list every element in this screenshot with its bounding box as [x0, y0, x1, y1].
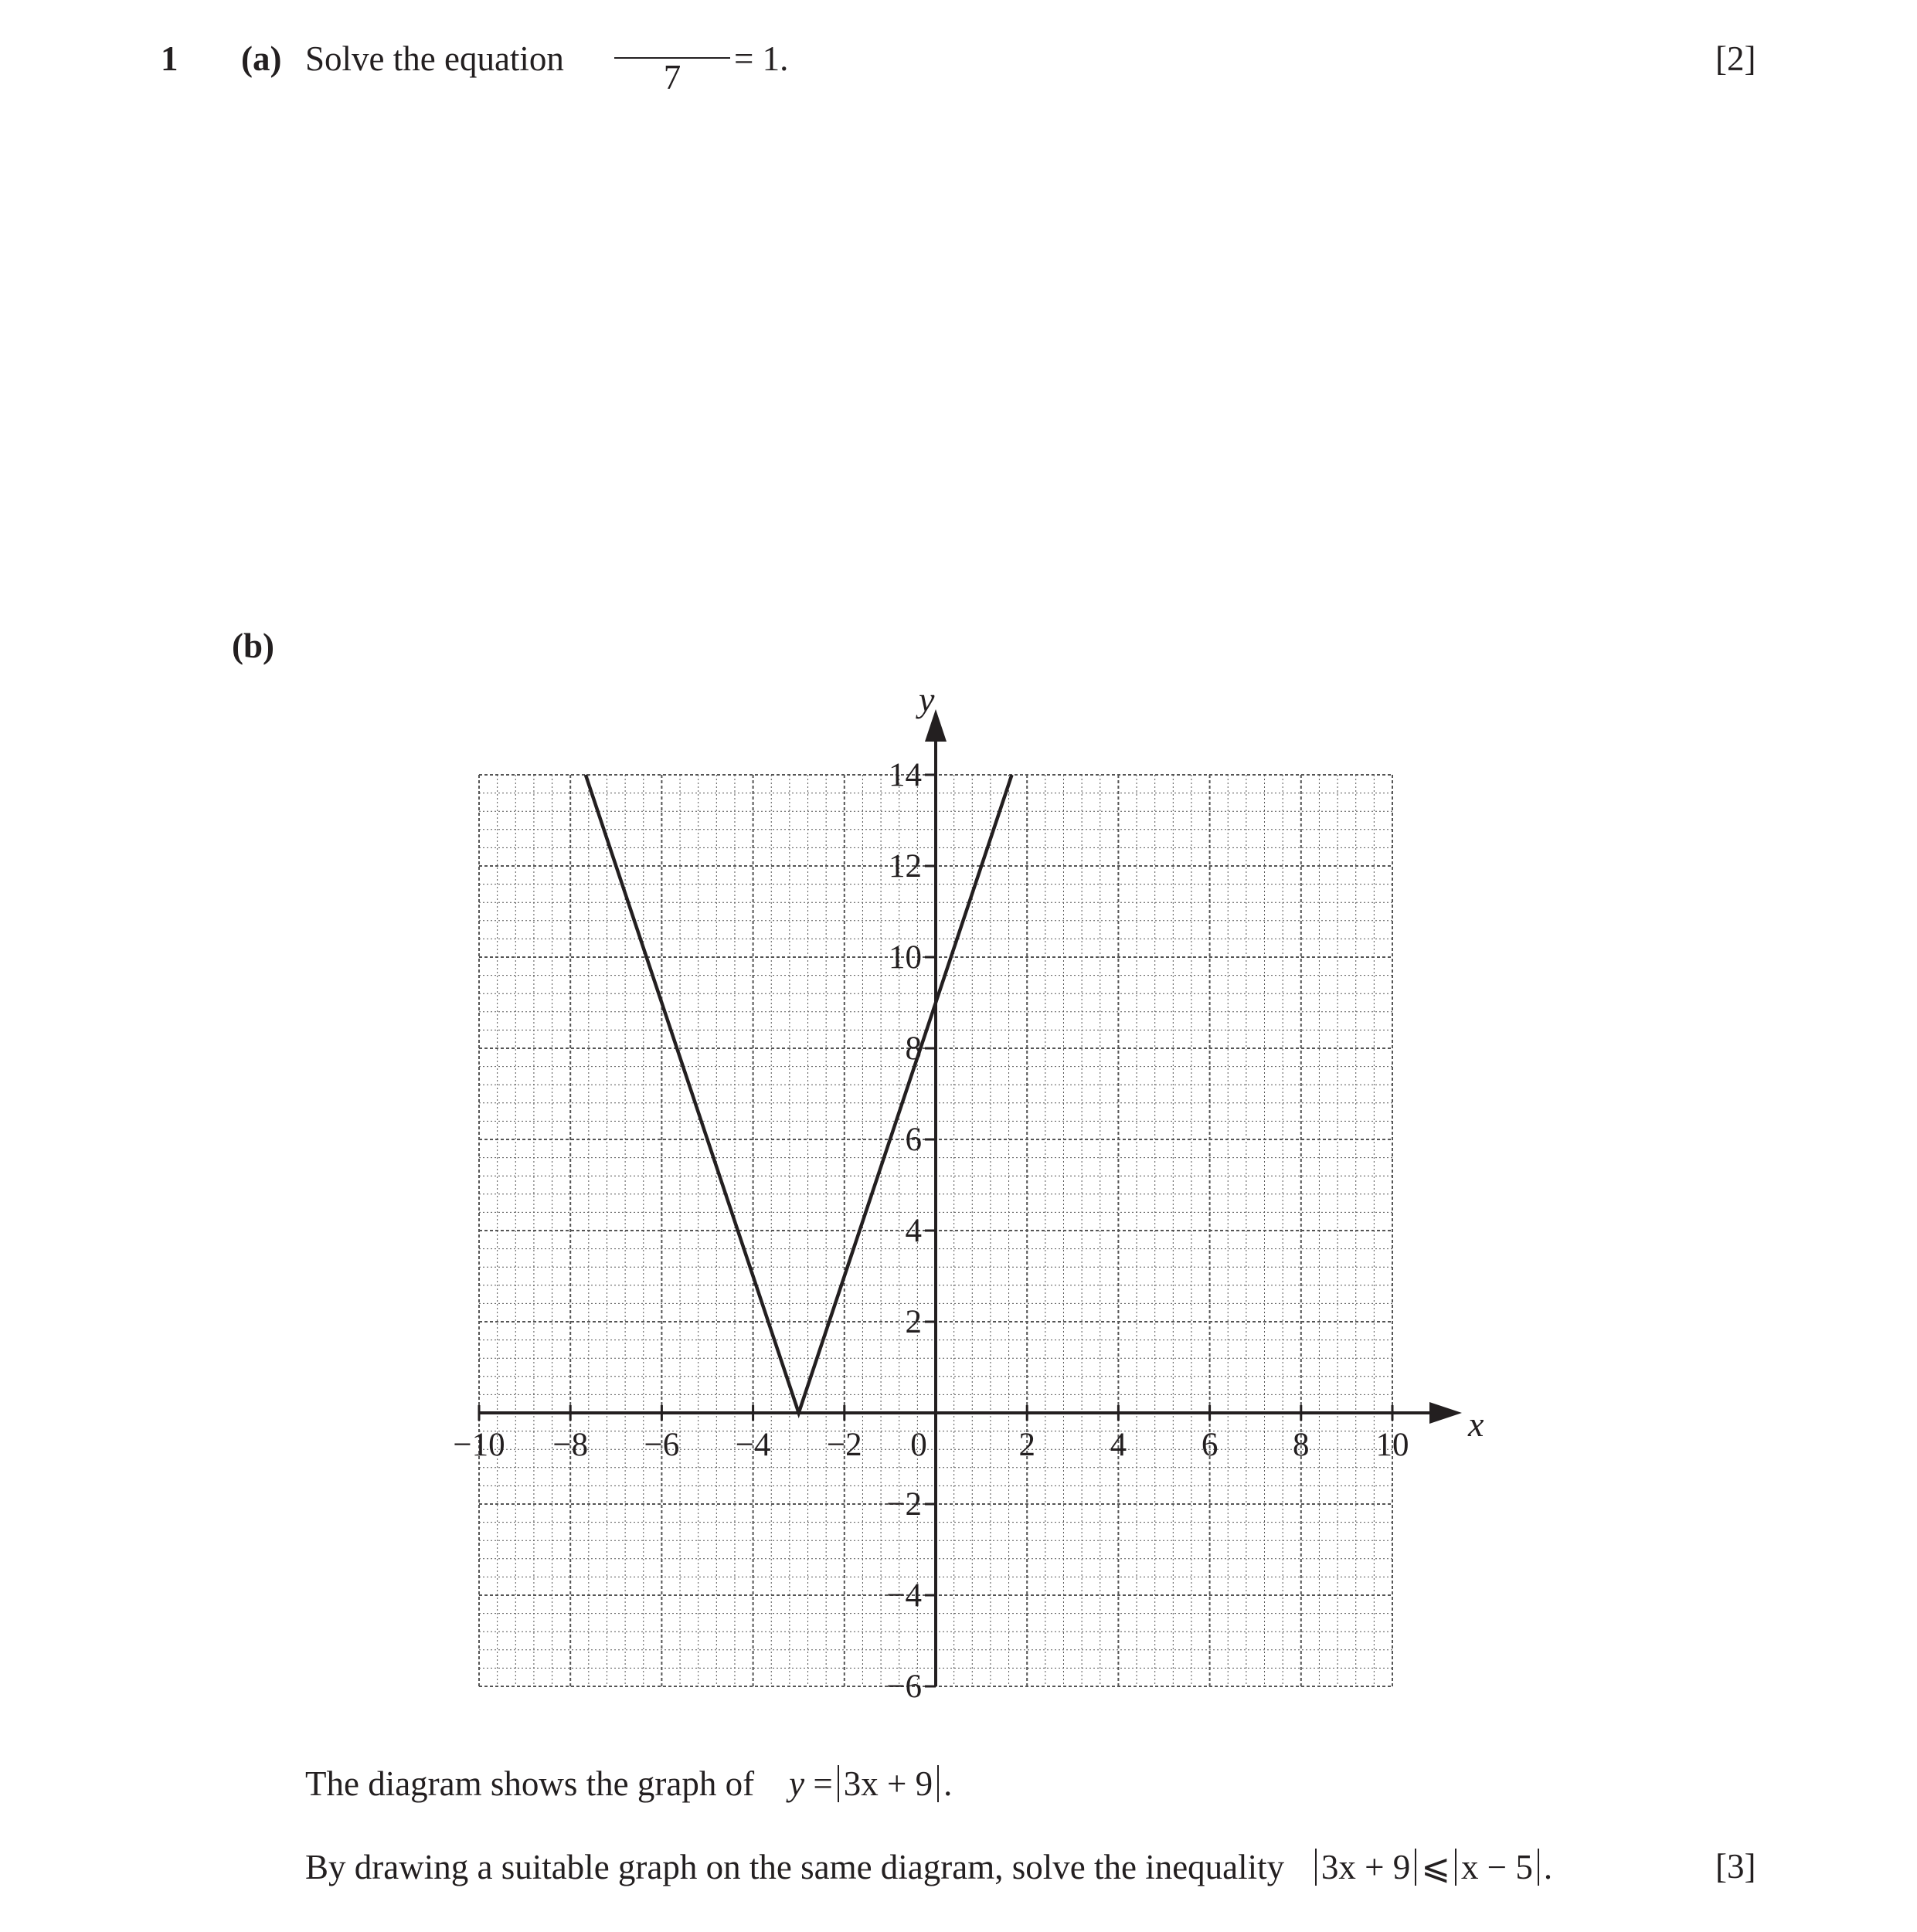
part-a-text: Solve the equation: [305, 39, 564, 78]
x-tick-label: −2: [826, 1427, 862, 1463]
series: [586, 775, 1012, 1413]
y-axis-label: y: [919, 680, 935, 719]
abs-bar-right: [937, 1765, 939, 1802]
abs-bar: [1538, 1849, 1539, 1886]
ineq-left: 3x + 9: [1320, 1848, 1411, 1886]
y-tick-label: 8: [905, 1031, 922, 1067]
x-tick-label: 4: [1110, 1427, 1127, 1463]
x-tick-label: −10: [453, 1427, 505, 1463]
x-tick-label: −8: [552, 1427, 589, 1463]
graph-diagram: [417, 680, 1499, 1707]
graph-description: [305, 1764, 952, 1804]
ineq-right: x − 5: [1461, 1848, 1533, 1886]
part-b-label: (b): [232, 626, 274, 665]
x-tick-label: −4: [735, 1427, 771, 1463]
abs-bar: [1415, 1849, 1416, 1886]
abs-bar: [1455, 1849, 1456, 1886]
abs-bar: [1315, 1849, 1317, 1886]
x-axis-label: x: [1468, 1404, 1484, 1444]
part-a-marks: [2]: [1715, 39, 1756, 78]
x-tick-label: 2: [1018, 1427, 1035, 1463]
y-tick-label: 14: [889, 757, 922, 793]
part-b-marks: [3]: [1715, 1847, 1756, 1886]
x-tick-label: 0: [910, 1427, 927, 1463]
inequality-instruction: [305, 1846, 1552, 1887]
axes: [479, 709, 1462, 1686]
equation-rhs: = 1.: [734, 39, 789, 78]
equation-fraction: [614, 37, 730, 107]
instruction-text: By drawing a suitable graph on the same diagram, solve the inequality: [305, 1848, 1285, 1886]
graph-eq-end: .: [943, 1764, 953, 1803]
graph-description-text: The diagram shows the graph of: [305, 1764, 755, 1803]
y-tick-label: 2: [905, 1304, 922, 1340]
ineq-end: .: [1543, 1848, 1553, 1886]
fraction-denominator: 7: [663, 58, 681, 97]
x-tick-label: −6: [644, 1427, 680, 1463]
question-number: 1: [161, 39, 178, 78]
y-tick-label: 10: [889, 939, 922, 976]
abs-bar-left: [838, 1765, 839, 1802]
x-tick-label: 6: [1201, 1427, 1219, 1463]
graph-eq-lhs: y: [789, 1764, 805, 1803]
x-tick-label: 10: [1375, 1427, 1409, 1463]
y-tick-label: 6: [905, 1122, 922, 1158]
x-axis-arrow: [1429, 1402, 1462, 1424]
y-tick-label: −6: [886, 1669, 922, 1705]
y-tick-label: 12: [889, 848, 922, 885]
y-tick-label: −4: [886, 1577, 922, 1614]
graph-eq-eq: =: [813, 1764, 833, 1803]
x-tick-label: 8: [1293, 1427, 1310, 1463]
y-tick-label: 4: [905, 1213, 922, 1249]
graph-eq-body: 3x + 9: [843, 1764, 933, 1803]
graph-line: [586, 775, 1012, 1413]
ineq-sym: ⩽: [1421, 1848, 1451, 1886]
part-a-label: (a): [241, 39, 282, 78]
y-tick-label: −2: [886, 1486, 922, 1523]
